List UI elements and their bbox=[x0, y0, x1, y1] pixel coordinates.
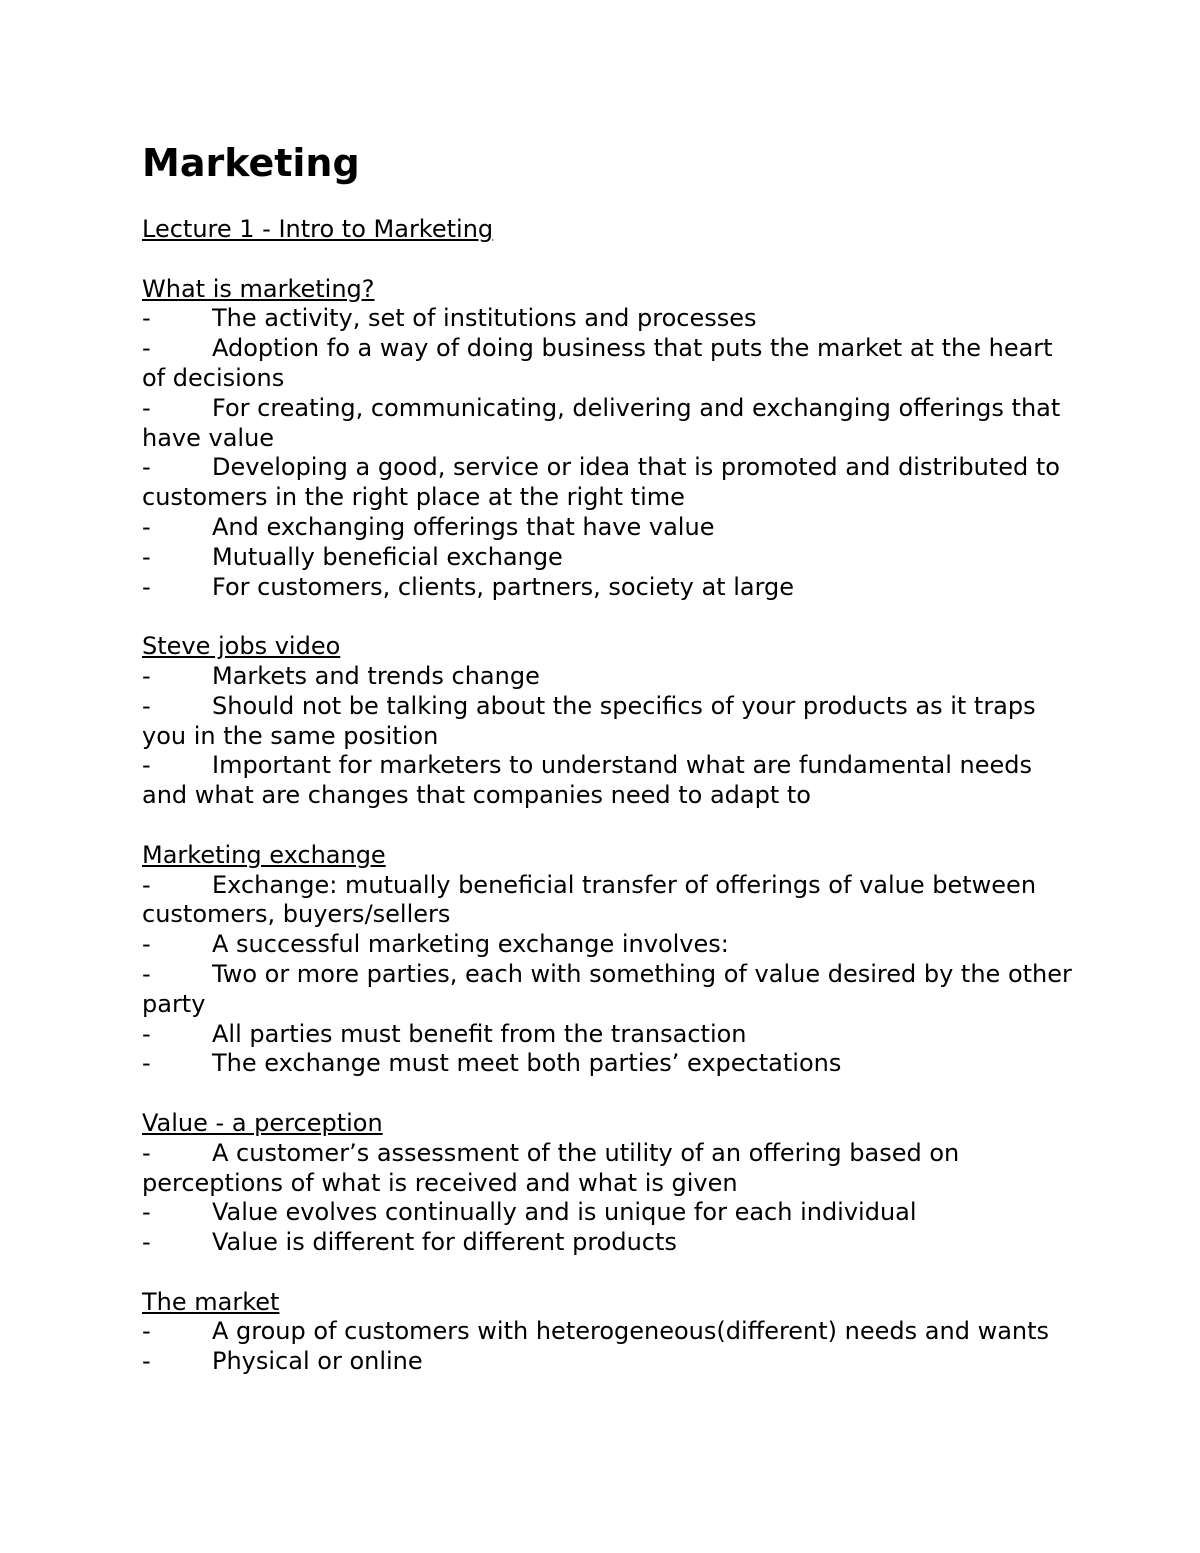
list-item bbox=[142, 871, 1072, 931]
document-title: Marketing bbox=[142, 141, 360, 185]
list-item-text: Adoption fo a way of doing business that puts the market at the heart of decisions bbox=[142, 334, 1053, 392]
list-item bbox=[142, 513, 1072, 543]
bullet-dash: - bbox=[142, 959, 151, 988]
bullet-dash: - bbox=[142, 393, 151, 422]
list-item-text: The activity, set of institutions and processes bbox=[212, 304, 757, 333]
list-item-text: All parties must benefit from the transaction bbox=[212, 1019, 747, 1048]
bullet-dash: - bbox=[142, 453, 151, 482]
list-item bbox=[142, 1198, 1072, 1228]
bullet-dash: - bbox=[142, 512, 151, 541]
section bbox=[142, 632, 1072, 811]
list-item-text: Developing a good, service or idea that is promoted and distributed to customers in the right place at the right time bbox=[142, 453, 1060, 512]
bullet-dash: - bbox=[142, 930, 151, 959]
bullet-dash: - bbox=[142, 334, 151, 363]
section-heading: Steve jobs video bbox=[142, 632, 341, 661]
bullet-dash: - bbox=[142, 1347, 151, 1376]
list-item-text: For customers, clients, partners, society at large bbox=[212, 572, 795, 601]
sections-container bbox=[142, 275, 1072, 1377]
list-item-text: Two or more parties, each with something of value desired by the other party bbox=[142, 959, 1072, 1018]
list-item bbox=[142, 334, 1072, 394]
bullet-dash: - bbox=[142, 691, 151, 720]
bullet-dash: - bbox=[142, 542, 151, 571]
list-item bbox=[142, 960, 1072, 1020]
list-item-text: And exchanging offerings that have value bbox=[212, 512, 715, 541]
list-item-text: A customer’s assessment of the utility of an offering based on perceptions of what is received and what is given bbox=[142, 1138, 960, 1197]
list-item-text: The exchange must meet both parties’ expectations bbox=[212, 1049, 842, 1078]
section-heading: What is marketing? bbox=[142, 274, 375, 303]
lecture-heading: Lecture 1 - Intro to Marketing bbox=[142, 215, 494, 243]
list-item-text: A group of customers with heterogeneous(different) needs and wants bbox=[212, 1317, 1050, 1346]
section bbox=[142, 1288, 1072, 1377]
list-item-text: For creating, communicating, delivering and exchanging offerings that have value bbox=[142, 393, 1061, 452]
section-heading: Value - a perception bbox=[142, 1108, 383, 1137]
list-item bbox=[142, 573, 1072, 603]
list-item bbox=[142, 751, 1072, 811]
list-item bbox=[142, 930, 1072, 960]
list-item bbox=[142, 1228, 1072, 1258]
list-item bbox=[142, 453, 1072, 513]
list-item bbox=[142, 1347, 1072, 1377]
list-item bbox=[142, 304, 1072, 334]
section bbox=[142, 841, 1072, 1079]
list-item bbox=[142, 543, 1072, 573]
list-item-text: Value is different for different products bbox=[212, 1228, 677, 1257]
list-item bbox=[142, 662, 1072, 692]
section-heading: The market bbox=[142, 1287, 280, 1316]
bullet-dash: - bbox=[142, 751, 151, 780]
list-item bbox=[142, 1139, 1072, 1199]
list-item-text: Mutually beneficial exchange bbox=[212, 542, 563, 571]
list-item bbox=[142, 692, 1072, 752]
list-item-text: Should not be talking about the specifics of your products as it traps you in the same position bbox=[142, 691, 1036, 750]
list-item-text: Exchange: mutually beneficial transfer of offerings of value between customers, buyers/sellers bbox=[142, 870, 1037, 929]
list-item bbox=[142, 1049, 1072, 1079]
section bbox=[142, 1109, 1072, 1258]
bullet-dash: - bbox=[142, 1198, 151, 1227]
list-item-text: Value evolves continually and is unique for each individual bbox=[212, 1198, 917, 1227]
bullet-dash: - bbox=[142, 870, 151, 899]
bullet-dash: - bbox=[142, 1317, 151, 1346]
bullet-dash: - bbox=[142, 661, 151, 690]
bullet-dash: - bbox=[142, 1138, 151, 1167]
list-item bbox=[142, 1317, 1072, 1347]
bullet-dash: - bbox=[142, 304, 151, 333]
bullet-dash: - bbox=[142, 572, 151, 601]
bullet-dash: - bbox=[142, 1019, 151, 1048]
list-item-text: Markets and trends change bbox=[212, 661, 540, 690]
bullet-dash: - bbox=[142, 1049, 151, 1078]
document-page bbox=[142, 140, 1072, 1407]
section bbox=[142, 275, 1072, 603]
section-heading: Marketing exchange bbox=[142, 840, 386, 869]
list-item-text: Important for marketers to understand what are fundamental needs and what are changes that companies need to adapt to bbox=[142, 751, 1032, 810]
list-item-text: Physical or online bbox=[212, 1347, 423, 1376]
list-item-text: A successful marketing exchange involves: bbox=[212, 930, 729, 959]
bullet-dash: - bbox=[142, 1228, 151, 1257]
list-item bbox=[142, 1020, 1072, 1050]
list-item bbox=[142, 394, 1072, 454]
